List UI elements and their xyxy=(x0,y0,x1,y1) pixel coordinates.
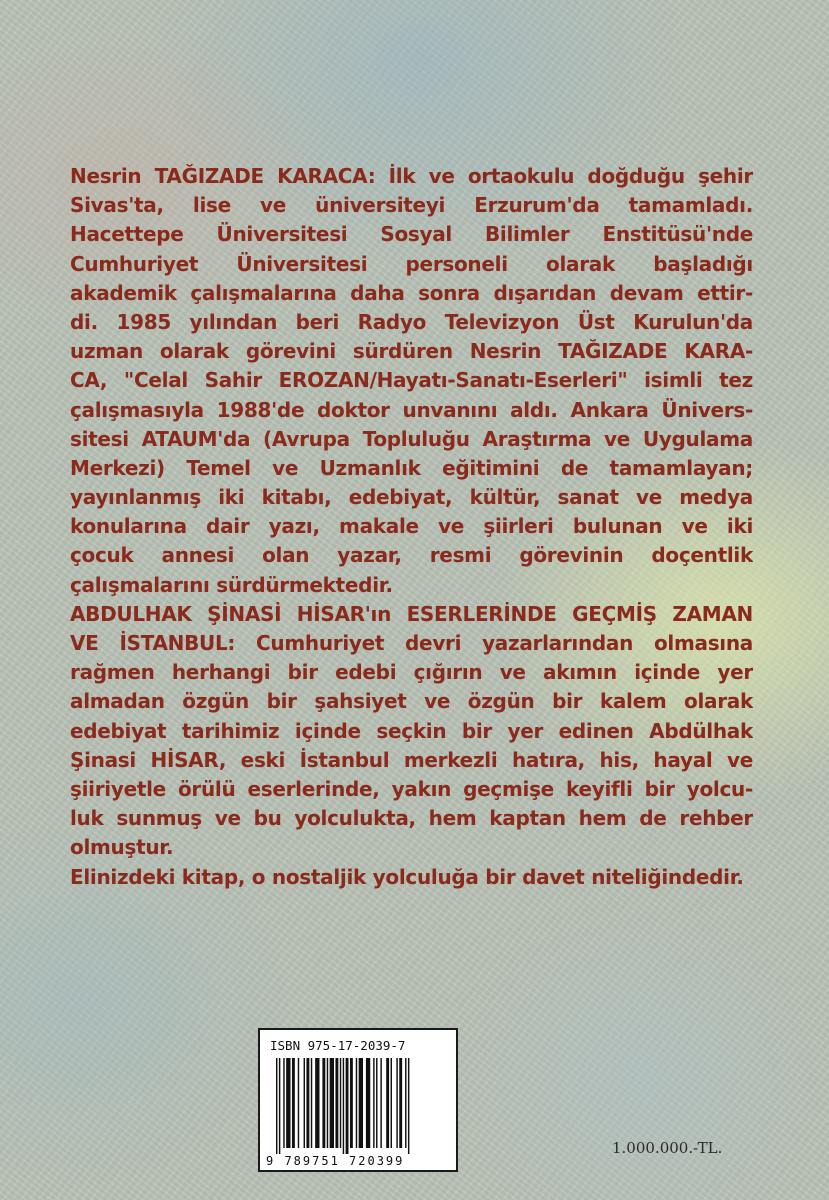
barcode-stripe xyxy=(322,1058,325,1148)
barcode-stripe xyxy=(405,1058,406,1148)
barcode-stripe xyxy=(380,1058,381,1148)
isbn-label: ISBN 975-17-2039-7 xyxy=(270,1038,406,1053)
text-line: Sivas'ta, lise ve üniversiteyi Erzurum'da tamamladı. xyxy=(70,193,753,218)
text-line: olmuştur. xyxy=(70,835,174,860)
barcode-stripe xyxy=(408,1058,409,1156)
barcode-stripe xyxy=(286,1058,290,1148)
text-line: VE İSTANBUL: Cumhuriyet devri yazarlarından olmasına xyxy=(70,631,753,655)
text-line: akademik çalışmalarına daha sonra dışarıdan devam ettir- xyxy=(70,280,753,305)
barcode-stripe xyxy=(386,1058,389,1148)
text-line: Cumhuriyet Üniversitesi personeli olarak başladığı xyxy=(70,251,753,276)
barcode-bars xyxy=(274,1058,448,1156)
barcode-stripe xyxy=(350,1058,353,1148)
barcode-stripe xyxy=(315,1058,319,1148)
text-line: luk sunmuş ve bu yolculukta, hem kaptan hem de rehber xyxy=(70,806,753,831)
text-line: çocuk annesi olan yazar, resmi görevinin doçentlik xyxy=(70,543,753,568)
text-line: edebiyat tarihimiz içinde seçkin bir yer edinen Abdülhak xyxy=(70,718,753,743)
barcode-stripe xyxy=(366,1058,370,1148)
back-cover-text xyxy=(70,162,753,892)
text-line: Merkezi) Temel ve Uzmanlık eğitimini de tamamlayan; xyxy=(70,455,753,480)
text-line: ABDULHAK ŞİNASİ HİSAR'ın ESERLERİNDE GEÇMİŞ ZAMAN xyxy=(70,601,753,626)
barcode-digits: 9 789751 720399 xyxy=(266,1154,452,1168)
barcode-stripe xyxy=(279,1058,280,1156)
barcode-stripe xyxy=(306,1058,309,1148)
barcode-stripe xyxy=(330,1058,334,1148)
barcode-stripe xyxy=(292,1058,295,1148)
text-line: sitesi ATAUM'da (Avrupa Topluluğu Araştırma ve Uygulama xyxy=(70,426,753,451)
barcode-stripe xyxy=(343,1058,344,1156)
text-line: çalışmalarını sürdürmektedir. xyxy=(70,572,393,597)
barcode-stripe xyxy=(396,1058,397,1148)
text-line: CA, "Celal Sahir EROZAN/Hayatı-Sanatı-Eserleri" isimli tez xyxy=(70,368,753,393)
barcode-stripe xyxy=(346,1058,349,1156)
barcode-stripe xyxy=(335,1058,338,1148)
text-line: Nesrin TAĞIZADE KARACA: İlk ve ortaokulu doğduğu şehir xyxy=(70,164,753,188)
barcode-stripe xyxy=(327,1058,328,1148)
barcode-stripe xyxy=(298,1058,299,1148)
price-label: 1.000.000.-TL. xyxy=(612,1139,723,1157)
isbn-barcode xyxy=(258,1028,458,1172)
barcode-stripe xyxy=(283,1058,284,1148)
barcode-stripe xyxy=(376,1058,377,1148)
text-line: rağmen herhangi bir edebi çığırın ve akımın içinde yer xyxy=(70,660,753,685)
text-line: uzman olarak görevini sürdüren Nesrin TAĞIZADE KARA- xyxy=(70,339,753,364)
barcode-stripe xyxy=(391,1058,392,1148)
barcode-stripe xyxy=(399,1058,402,1148)
text-line: Şinasi HİSAR, eski İstanbul merkezli hatıra, his, hayal ve xyxy=(70,747,753,772)
barcode-stripe xyxy=(311,1058,312,1148)
barcode-stripe xyxy=(340,1058,341,1148)
text-line: çalışmasıyla 1988'de doktor unvanını aldı. Ankara Ünivers- xyxy=(70,397,753,422)
barcode-stripe xyxy=(276,1058,277,1156)
text-line: Elinizdeki kitap, o nostaljik yolculuğa bir davet niteliğindedir. xyxy=(70,864,744,889)
text-line: konularına dair yazı, makale ve şiirleri bulunan ve iki xyxy=(70,514,753,539)
barcode-stripe xyxy=(356,1058,357,1148)
text-line: şiiriyetle örülü eserlerinde, yakın geçmişe keyifli bir yolcu- xyxy=(70,776,753,801)
text-line: almadan özgün bir şahsiyet ve özgün bir kalem olarak xyxy=(70,689,753,714)
text-line: di. 1985 yılından beri Radyo Televizyon Üst Kurulun'da xyxy=(70,309,753,334)
text-line: yayınlanmış iki kitabı, edebiyat, kültür, sanat ve medya xyxy=(70,485,753,510)
barcode-stripe xyxy=(359,1058,363,1148)
text-line: Hacettepe Üniversitesi Sosyal Bilimler Enstitüsü'nde xyxy=(70,222,753,247)
barcode-stripe xyxy=(304,1058,305,1148)
barcode-stripe xyxy=(373,1058,374,1148)
